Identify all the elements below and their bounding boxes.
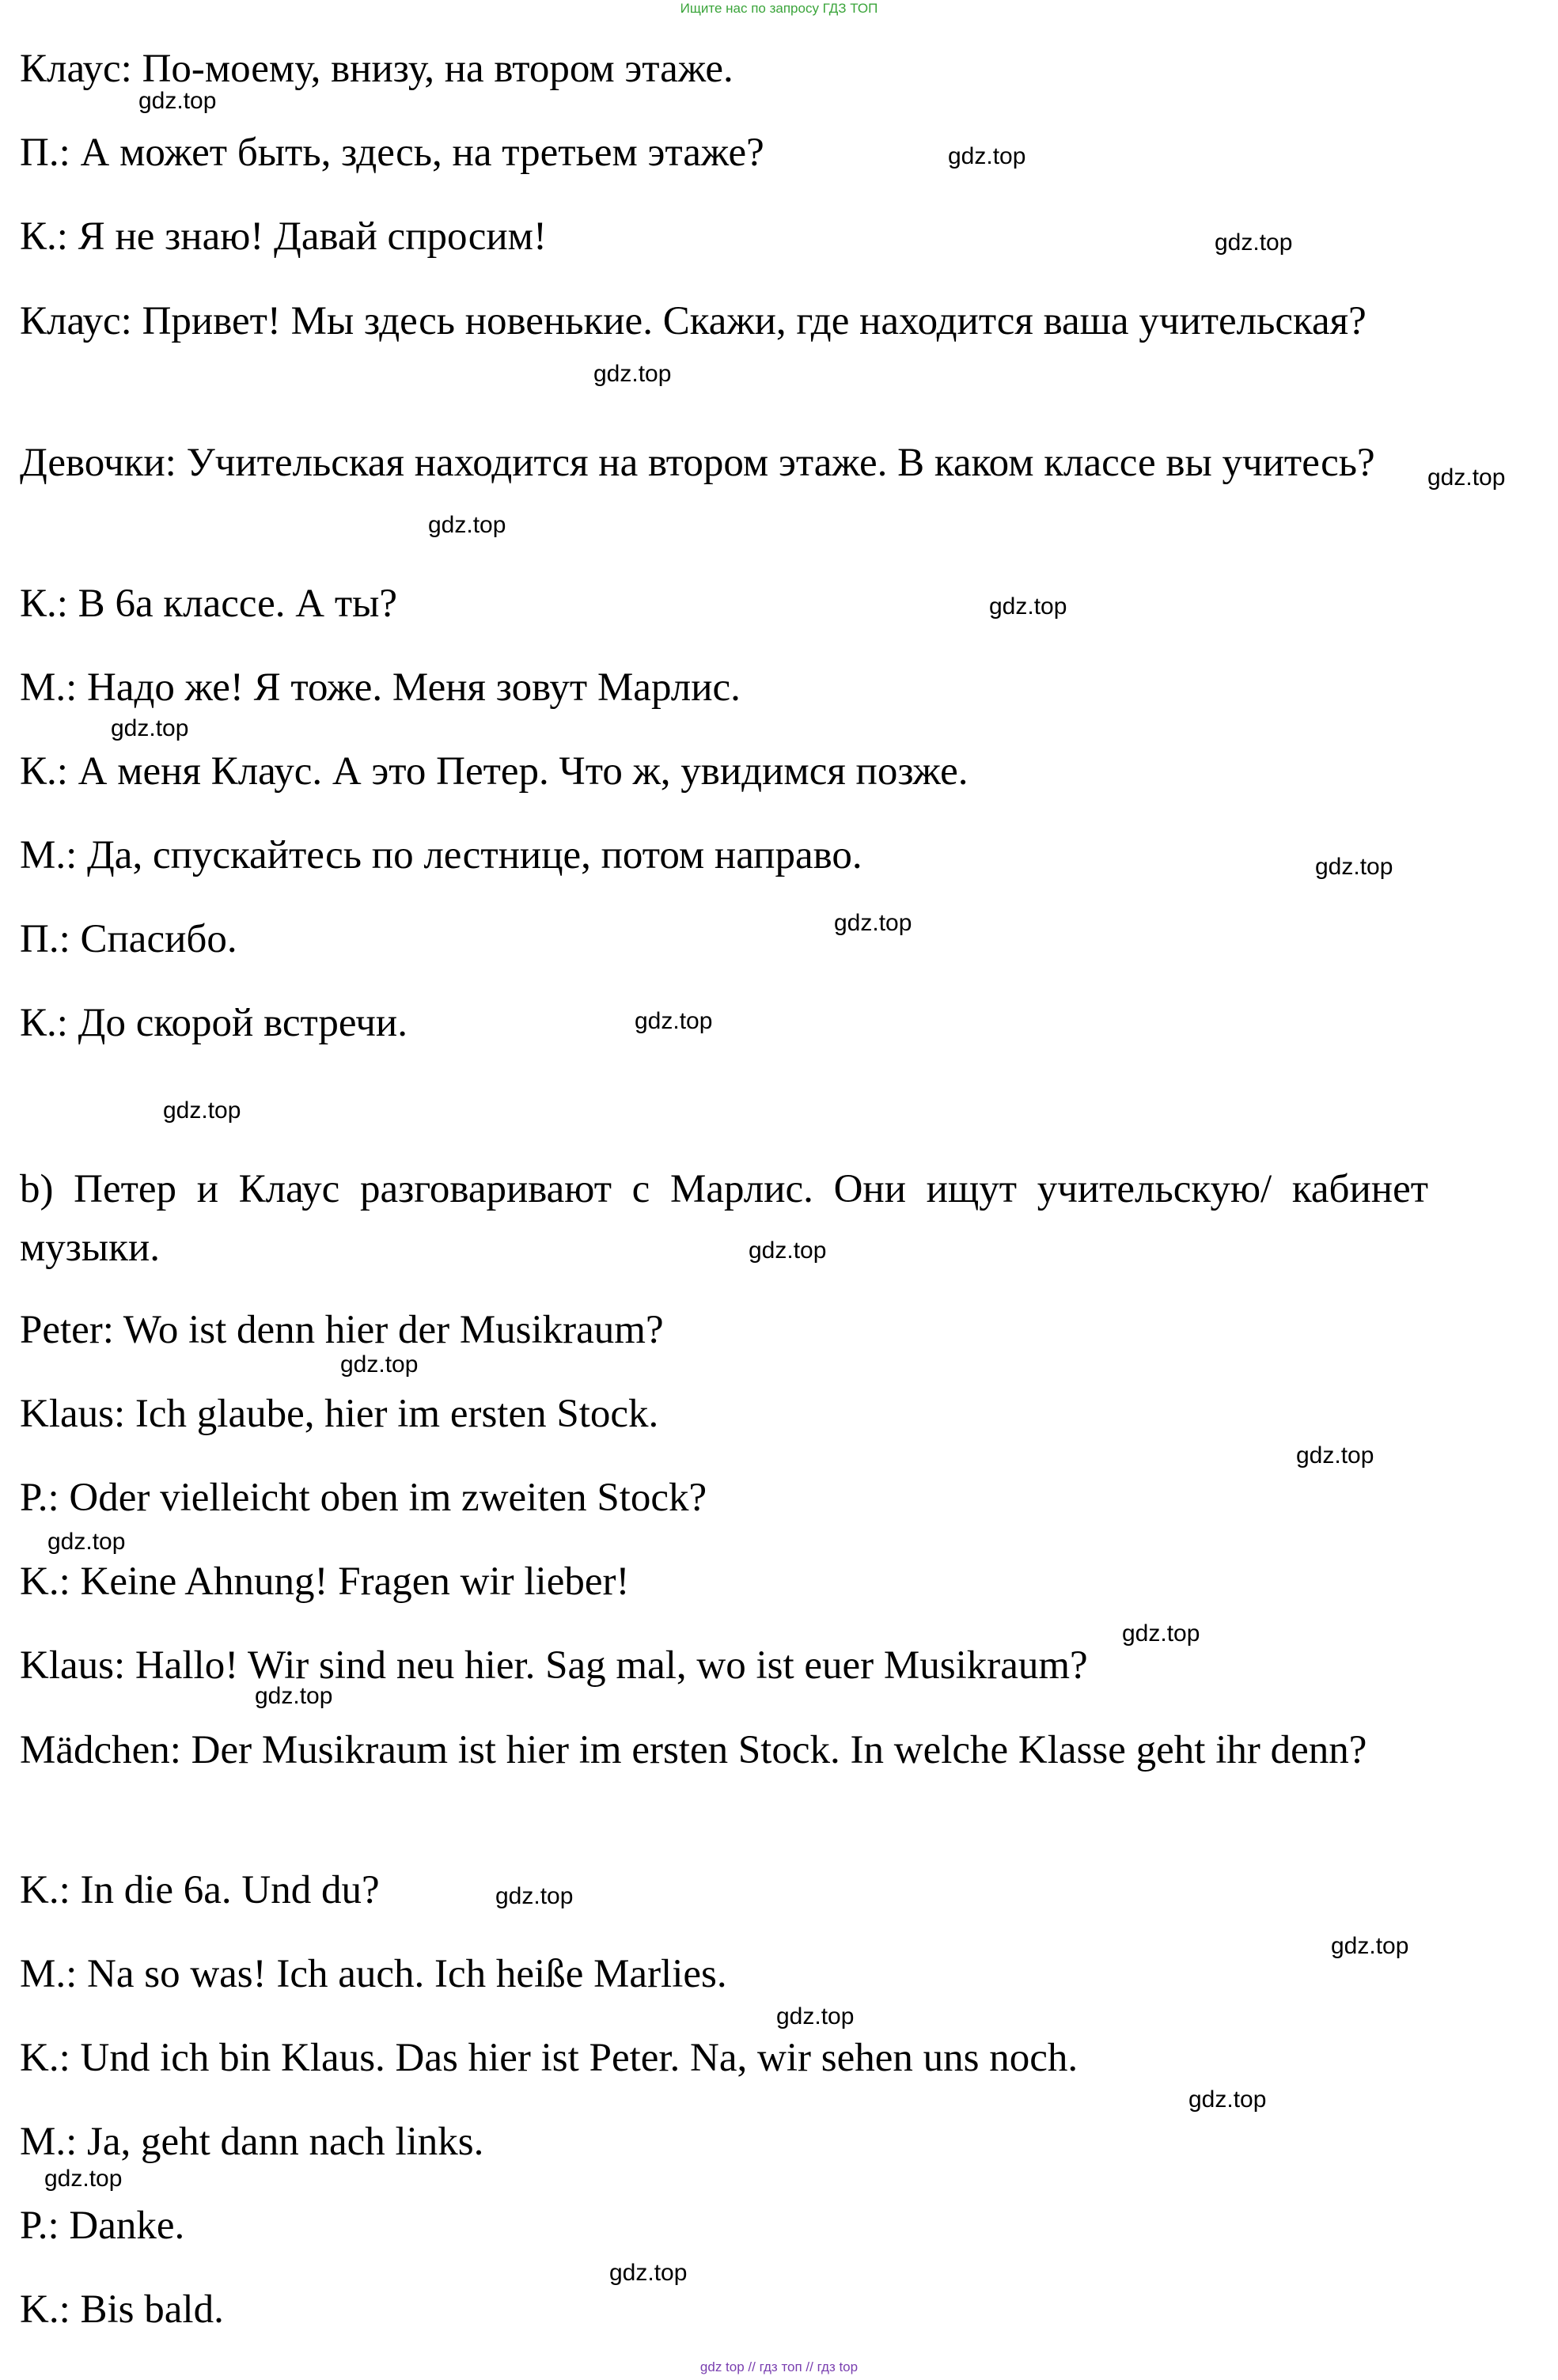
ru-line-4: Клаус: Привет! Мы здесь новенькие. Скажи, где находится ваша учительская? [20, 299, 1367, 343]
de-line-9: K.: Und ich bin Klaus. Das hier ist Peter. Na, wir sehen uns noch. [20, 2036, 1078, 2080]
watermark: gdz.top [255, 1683, 333, 1709]
watermark: gdz.top [111, 715, 189, 741]
watermark: gdz.top [989, 593, 1067, 620]
de-line-8: M.: Na so was! Ich auch. Ich heiße Marlies. [20, 1952, 727, 1996]
ru-line-9: М.: Да, спускайтесь по лестнице, потом направо. [20, 833, 862, 877]
watermark: gdz.top [776, 2003, 855, 2029]
de-line-2: Klaus: Ich glaube, hier im ersten Stock. [20, 1392, 659, 1436]
de-line-7: K.: In die 6a. Und du? [20, 1868, 380, 1912]
ru-line-2: П.: А может быть, здесь, на третьем этаже? [20, 131, 764, 175]
watermark: gdz.top [635, 1008, 713, 1034]
watermark: gdz.top [44, 2166, 123, 2192]
de-line-1: Peter: Wo ist denn hier der Musikraum? [20, 1308, 664, 1352]
watermark: gdz.top [1427, 464, 1506, 491]
watermark: gdz.top [1315, 854, 1393, 880]
watermark: gdz.top [163, 1097, 241, 1124]
ru-line-3: К.: Я не знаю! Давай спросим! [20, 214, 547, 259]
ru-line-8: К.: А меня Клаус. А это Петер. Что ж, увидимся позже. [20, 749, 969, 794]
de-line-11: P.: Danke. [20, 2204, 185, 2248]
watermark: gdz.top [1215, 229, 1293, 256]
watermark: gdz.top [1188, 2086, 1267, 2113]
watermark: gdz.top [609, 2260, 688, 2286]
de-line-5: Klaus: Hallo! Wir sind neu hier. Sag mal, wo ist euer Musikraum? [20, 1643, 1088, 1688]
watermark: gdz.top [340, 1351, 419, 1378]
de-line-3: P.: Oder vielleicht oben im zweiten Stock? [20, 1476, 707, 1520]
watermark: gdz.top [593, 361, 672, 387]
ru-line-5: Девочки: Учительская находится на втором этаже. В каком классе вы учитесь? [20, 441, 1375, 485]
watermark: gdz.top [1296, 1442, 1374, 1469]
de-line-6: Mädchen: Der Musikraum ist hier im ersten Stock. In welche Klasse geht ihr denn? [20, 1728, 1367, 1772]
ru-line-6: К.: В 6а классе. А ты? [20, 582, 398, 626]
ru-line-11: К.: До скорой встречи. [20, 1001, 408, 1045]
watermark: gdz.top [749, 1237, 827, 1264]
watermark: gdz.top [495, 1883, 574, 1909]
watermark: gdz.top [1331, 1933, 1409, 1959]
header-note: Ищите нас по запросу ГДЗ ТОП [680, 1, 878, 16]
watermark: gdz.top [834, 910, 912, 936]
ru-line-7: М.: Надо же! Я тоже. Меня зовут Марлис. [20, 665, 741, 710]
de-line-10: M.: Ja, geht dann nach links. [20, 2120, 484, 2164]
watermark: gdz.top [47, 1529, 126, 1555]
section-b-intro: b) Петер и Клаус разговаривают с Марлис. Они ищут учительскую/ кабинет музыки. [20, 1167, 1428, 1270]
watermark: gdz.top [948, 143, 1026, 169]
ru-line-10: П.: Спасибо. [20, 917, 237, 961]
de-line-12: K.: Bis bald. [20, 2287, 224, 2332]
watermark: gdz.top [428, 512, 506, 538]
footer-note: gdz top // гдз топ // гдз top [699, 2359, 859, 2374]
de-line-4: K.: Keine Ahnung! Fragen wir lieber! [20, 1560, 630, 1604]
ru-line-1: Клаус: По-моему, внизу, на втором этаже. [20, 47, 734, 91]
watermark: gdz.top [1122, 1620, 1200, 1647]
watermark: gdz.top [138, 88, 217, 114]
